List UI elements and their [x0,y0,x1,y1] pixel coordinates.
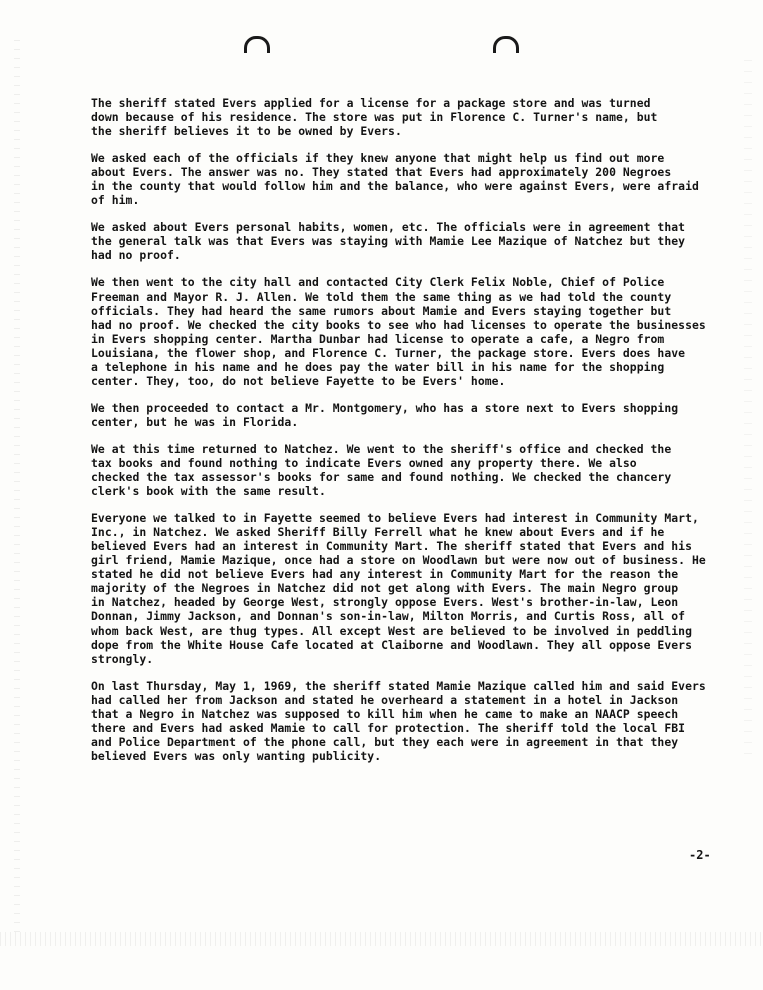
scan-noise-bottom [0,932,763,946]
paragraph-package-store: The sheriff stated Evers applied for a license for a package store and was turned down because of his residence. The store was put in Florence C. Turner's name, but the sheriff believes it to be owned by Evers. [91,96,658,139]
paragraph-community-mart: Everyone we talked to in Fayette seemed to believe Evers had interest in Community Mart, Inc., in Natchez. We asked Sheriff Billy Ferrell what he knew about Evers and if he believed Evers had an interest in Community Mart. The sheriff stated that Evers and his girl friend, Mamie Mazique, once had a store on Woodlawn but were now out of business. He stated he did not believe Evers had any interest in Community Mart for the reason the majority of the Negroes in Natchez did not get along with Evers. The main Negro group in Natchez, headed by George West, strongly oppose Evers. West's brother-in-law, Leon Donnan, Jimmy Jackson, and Donnan's son-in-law, Milton Morris, and Curtis Ross, all of whom back West, are thug types. All except West are believed to be involved in peddling dope from the White House Cafe located at Claiborne and Woodlawn. They all oppose Evers strongly. [91,511,706,666]
punch-hole-mark [244,36,270,53]
paragraph-city-hall: We then went to the city hall and contacted City Clerk Felix Noble, Chief of Police Freeman and Mayor R. J. Allen. We told them the same thing as we had told the county officials. They had heard the same rumors about Mamie and Evers staying together but had no proof. We checked the city books to see who had licenses to operate the businesses in Evers shopping center. Martha Dunbar had license to operate a cafe, a Negro from Louisiana, the flower shop, and Florence C. Turner, the package store. Evers does have a telephone in his name and he does pay the water bill in his name for the shopping center. They, too, do not believe Fayette to be Evers' home. [91,275,706,388]
punch-hole-mark [493,36,519,53]
page-number: -2- [689,848,711,862]
paragraph-officials-asked: We asked each of the officials if they knew anyone that might help us find out more about Evers. The answer was no. They stated that Evers had approximately 200 Negroes in the county that would follow him and the balance, who were against Evers, were afraid of him. [91,151,699,208]
paragraph-returned-natchez: We at this time returned to Natchez. We went to the sheriff's office and checked the tax books and found nothing to indicate Evers owned any property there. We also checked the tax assessor's books for same and found nothing. We checked the chancery clerk's book with the same result. [91,441,672,499]
scan-noise-right [744,60,752,760]
paragraph-montgomery: We then proceeded to contact a Mr. Montgomery, who has a store next to Evers shopping center, but he was in Florida. [91,400,679,429]
document-body [91,96,731,776]
scan-noise-left [14,40,20,940]
paragraph-personal-habits: We asked about Evers personal habits, women, etc. The officials were in agreement that the general talk was that Evers was staying with Mamie Lee Mazique of Natchez but they had no proof. [91,220,686,263]
paragraph-phone-call: On last Thursday, May 1, 1969, the sheriff stated Mamie Mazique called him and said Evers had called her from Jackson and stated he overheard a statement in a hotel in Jackson that a Negro in Natchez was supposed to kill him when he came to make an NAACP speech there and Evers had asked Mamie to call for protection. The sheriff told the local FBI and Police Department of the phone call, but they each were in agreement in that they believed Evers was only wanting publicity. [91,678,706,763]
